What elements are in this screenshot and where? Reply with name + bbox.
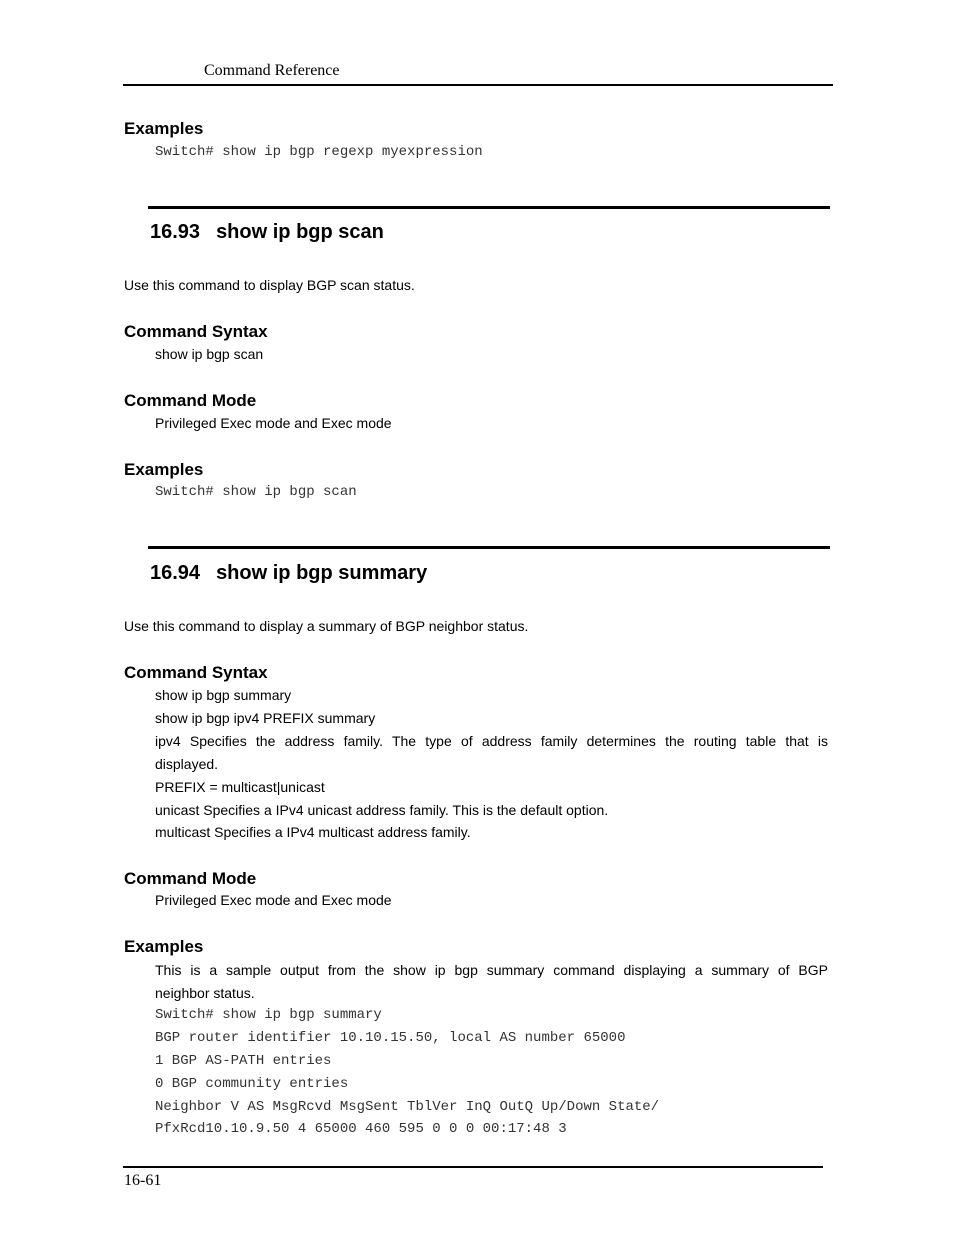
- section-description: Use this command to display BGP scan status.: [124, 277, 415, 293]
- example-code-line: 0 BGP community entries: [155, 1076, 349, 1092]
- section-title: show ip bgp scan: [216, 221, 384, 243]
- command-syntax-heading: Command Syntax: [124, 663, 268, 682]
- examples-heading: Examples: [124, 460, 204, 479]
- syntax-line: unicast Specifies a IPv4 unicast address family. This is the default option.: [155, 802, 609, 818]
- mode-line: Privileged Exec mode and Exec mode: [155, 892, 392, 908]
- mode-line: Privileged Exec mode and Exec mode: [155, 415, 392, 431]
- example-code-line: PfxRcd10.10.9.50 4 65000 460 595 0 0 0 00:17:48 3: [155, 1121, 567, 1137]
- header-rule: [123, 84, 833, 86]
- example-code-line: Switch# show ip bgp summary: [155, 1007, 382, 1023]
- examples-heading: Examples: [124, 119, 204, 138]
- section-rule: [148, 206, 830, 209]
- section-heading-16-94: [150, 562, 427, 585]
- examples-heading: Examples: [124, 937, 204, 956]
- syntax-line: show ip bgp summary: [155, 687, 292, 703]
- section-rule: [148, 546, 830, 549]
- page-number: 16-61: [124, 1172, 162, 1189]
- example-code-line: BGP router identifier 10.10.15.50, local AS number 65000: [155, 1030, 626, 1046]
- section-number: 16.93: [150, 221, 201, 243]
- section-heading-16-93: [150, 221, 384, 244]
- section-number: 16.94: [150, 562, 201, 584]
- running-header: Command Reference: [204, 62, 340, 79]
- syntax-line: show ip bgp scan: [155, 346, 264, 362]
- command-syntax-heading: Command Syntax: [124, 322, 268, 341]
- syntax-line: displayed.: [155, 756, 219, 772]
- section-description: Use this command to display a summary of BGP neighbor status.: [124, 618, 529, 634]
- syntax-line: show ip bgp ipv4 PREFIX summary: [155, 710, 376, 726]
- example-code-line: Switch# show ip bgp regexp myexpression: [155, 144, 483, 160]
- command-mode-heading: Command Mode: [124, 869, 257, 888]
- example-code-line: 1 BGP AS-PATH entries: [155, 1053, 332, 1069]
- example-code-line: Switch# show ip bgp scan: [155, 484, 357, 500]
- command-mode-heading: Command Mode: [124, 391, 257, 410]
- syntax-line: ipv4 Specifies the address family. The type of address family determines the routing table that is: [155, 733, 828, 749]
- syntax-line: PREFIX = multicast|unicast: [155, 779, 325, 795]
- example-text-line: This is a sample output from the show ip bgp summary command displaying a summary of BGP: [155, 962, 828, 978]
- example-text-line: neighbor status.: [155, 985, 255, 1001]
- footer-rule: [123, 1166, 823, 1168]
- example-code-line: Neighbor V AS MsgRcvd MsgSent TblVer InQ OutQ Up/Down State/: [155, 1099, 660, 1115]
- syntax-line: multicast Specifies a IPv4 multicast address family.: [155, 824, 471, 840]
- section-title: show ip bgp summary: [216, 562, 428, 584]
